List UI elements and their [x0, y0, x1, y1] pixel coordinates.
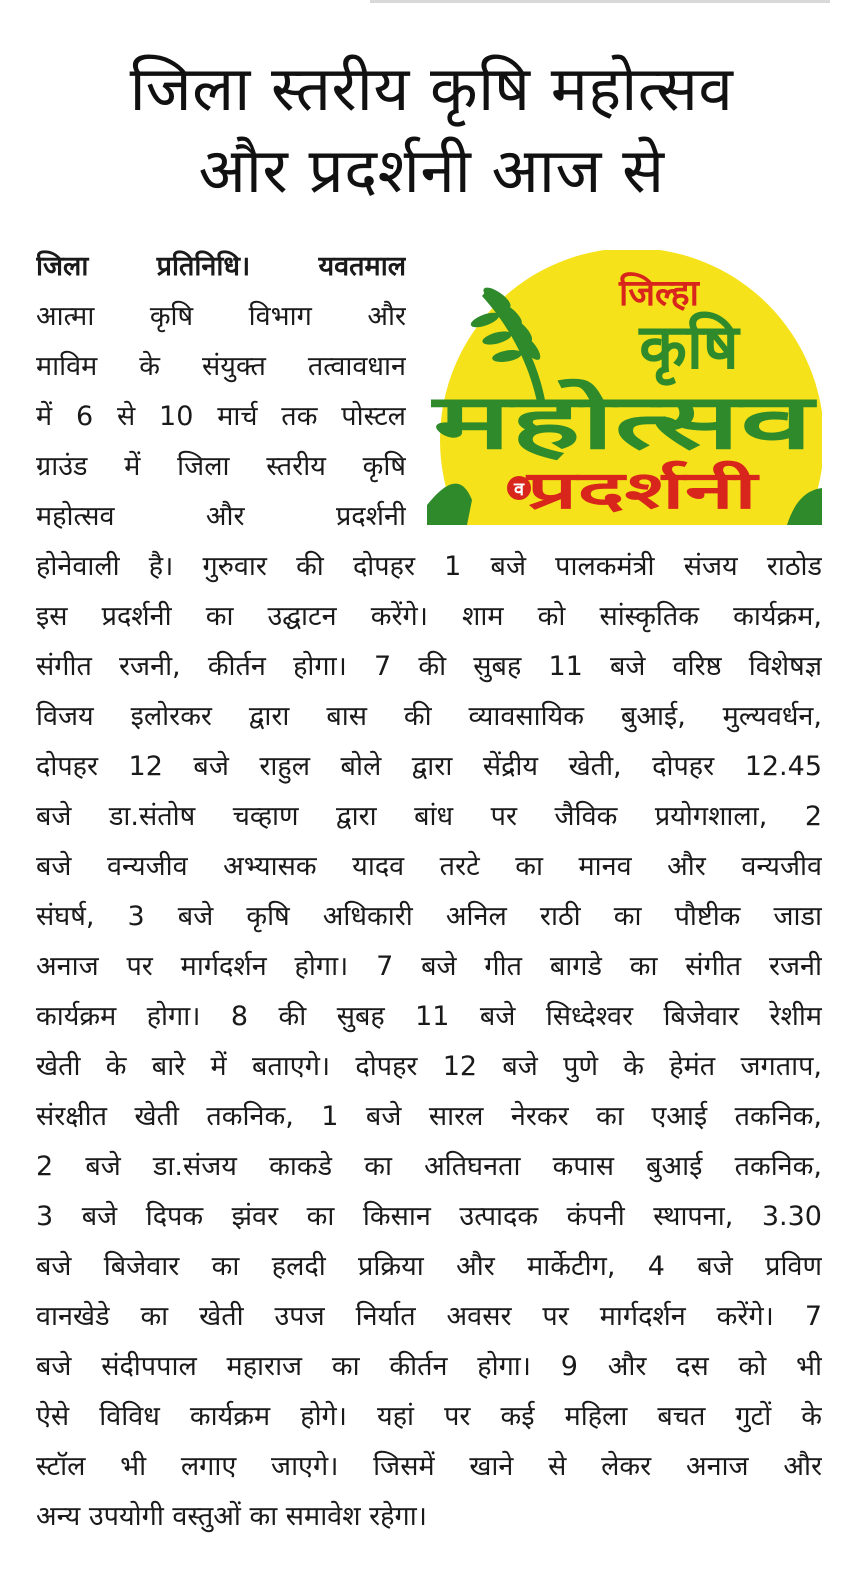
- article-line: वानखेडे का खेती उपज निर्यात अवसर पर मार्गदर्शन करेंगे। 7: [36, 1301, 822, 1332]
- article-line: संरक्षीत खेती तकनिक, 1 बजे सारल नेरकर का एआई तकनिक,: [36, 1101, 822, 1132]
- headline-line-1: जिला स्तरीय कृषि महोत्सव: [129, 52, 734, 125]
- article-line: बजे संदीपपाल महाराज का कीर्तन होगा। 9 और दस को भी: [36, 1351, 822, 1382]
- article-line: आत्मा कृषि विभाग और: [36, 301, 406, 332]
- top-divider: [370, 0, 830, 3]
- article-line: स्टॉल भी लगाए जाएगे। जिसमें खाने से लेकर अनाज और: [36, 1451, 822, 1482]
- headline-line-2: और प्रदर्शनी आज से: [198, 134, 665, 207]
- logo-text-line2: कृषि: [639, 310, 739, 383]
- festival-logo: [427, 250, 822, 525]
- article-line: में 6 से 10 मार्च तक पोस्टल: [36, 401, 406, 432]
- article-line: अन्य उपयोगी वस्तुओं का समावेश रहेगा।: [36, 1501, 427, 1532]
- article-line: महोत्सव और प्रदर्शनी: [36, 501, 406, 532]
- article-body-left: [36, 242, 406, 542]
- logo-text-line1: जिल्हा: [619, 273, 699, 314]
- article-line: दोपहर 12 बजे राहुल बोले द्वारा सेंद्रीय खेती, दोपहर 12.45: [36, 751, 822, 782]
- article-line: 2 बजे डा.संजय काकडे का अतिघनता कपास बुआई तकनिक,: [36, 1151, 822, 1182]
- article-line: अनाज पर मार्गदर्शन होगा। 7 बजे गीत बागडे का संगीत रजनी: [36, 951, 822, 982]
- article-line: ऐसे विविध कार्यक्रम होगे। यहां पर कई महिला बचत गुटों के: [36, 1401, 822, 1432]
- article-line: [36, 242, 406, 292]
- logo-connector: व: [513, 479, 525, 500]
- logo-text-line4: प्रदर्शनी: [527, 461, 662, 521]
- article-line: बजे डा.संतोष चव्हाण द्वारा बांध पर जैविक प्रयोगशाला, 2: [36, 801, 822, 832]
- article-line: कार्यक्रम होगा। 8 की सुबह 11 बजे सिध्देश्वर बिजेवार रेशीम: [36, 1001, 822, 1032]
- article-body: [36, 542, 822, 1542]
- article-line: संघर्ष, 3 बजे कृषि अधिकारी अनिल राठी का पौष्टीक जाडा: [36, 901, 822, 932]
- article-line: बजे वन्यजीव अभ्यासक यादव तरटे का मानव और वन्यजीव: [36, 851, 822, 882]
- article-line: संगीत रजनी, कीर्तन होगा। 7 की सुबह 11 बजे वरिष्ठ विशेषज्ञ: [36, 651, 822, 682]
- article-line: इस प्रदर्शनी का उद्घाटन करेंगे। शाम को सांस्कृतिक कार्यक्रम,: [36, 601, 822, 632]
- logo-text-line3: महोत्सव: [429, 377, 818, 466]
- article-line: माविम के संयुक्त तत्वावधान: [36, 351, 406, 382]
- headline: [20, 48, 843, 212]
- article-line: ग्राउंड में जिला स्तरीय कृषि: [36, 451, 406, 482]
- dateline: जिला प्रतिनिधि। यवतमाल: [36, 251, 406, 282]
- article-line: बजे बिजेवार का हलदी प्रक्रिया और मार्केटीग, 4 बजे प्रविण: [36, 1251, 822, 1282]
- article-line: विजय इलोरकर द्वारा बास की व्यावसायिक बुआई, मुल्यवर्धन,: [36, 701, 822, 732]
- article-line: होनेवाली है। गुरुवार की दोपहर 1 बजे पालकमंत्री संजय राठोड: [36, 551, 822, 582]
- article-line: खेती के बारे में बताएगे। दोपहर 12 बजे पुणे के हेमंत जगताप,: [36, 1051, 822, 1082]
- article-line: 3 बजे दिपक झंवर का किसान उत्पादक कंपनी स्थापना, 3.30: [36, 1201, 822, 1232]
